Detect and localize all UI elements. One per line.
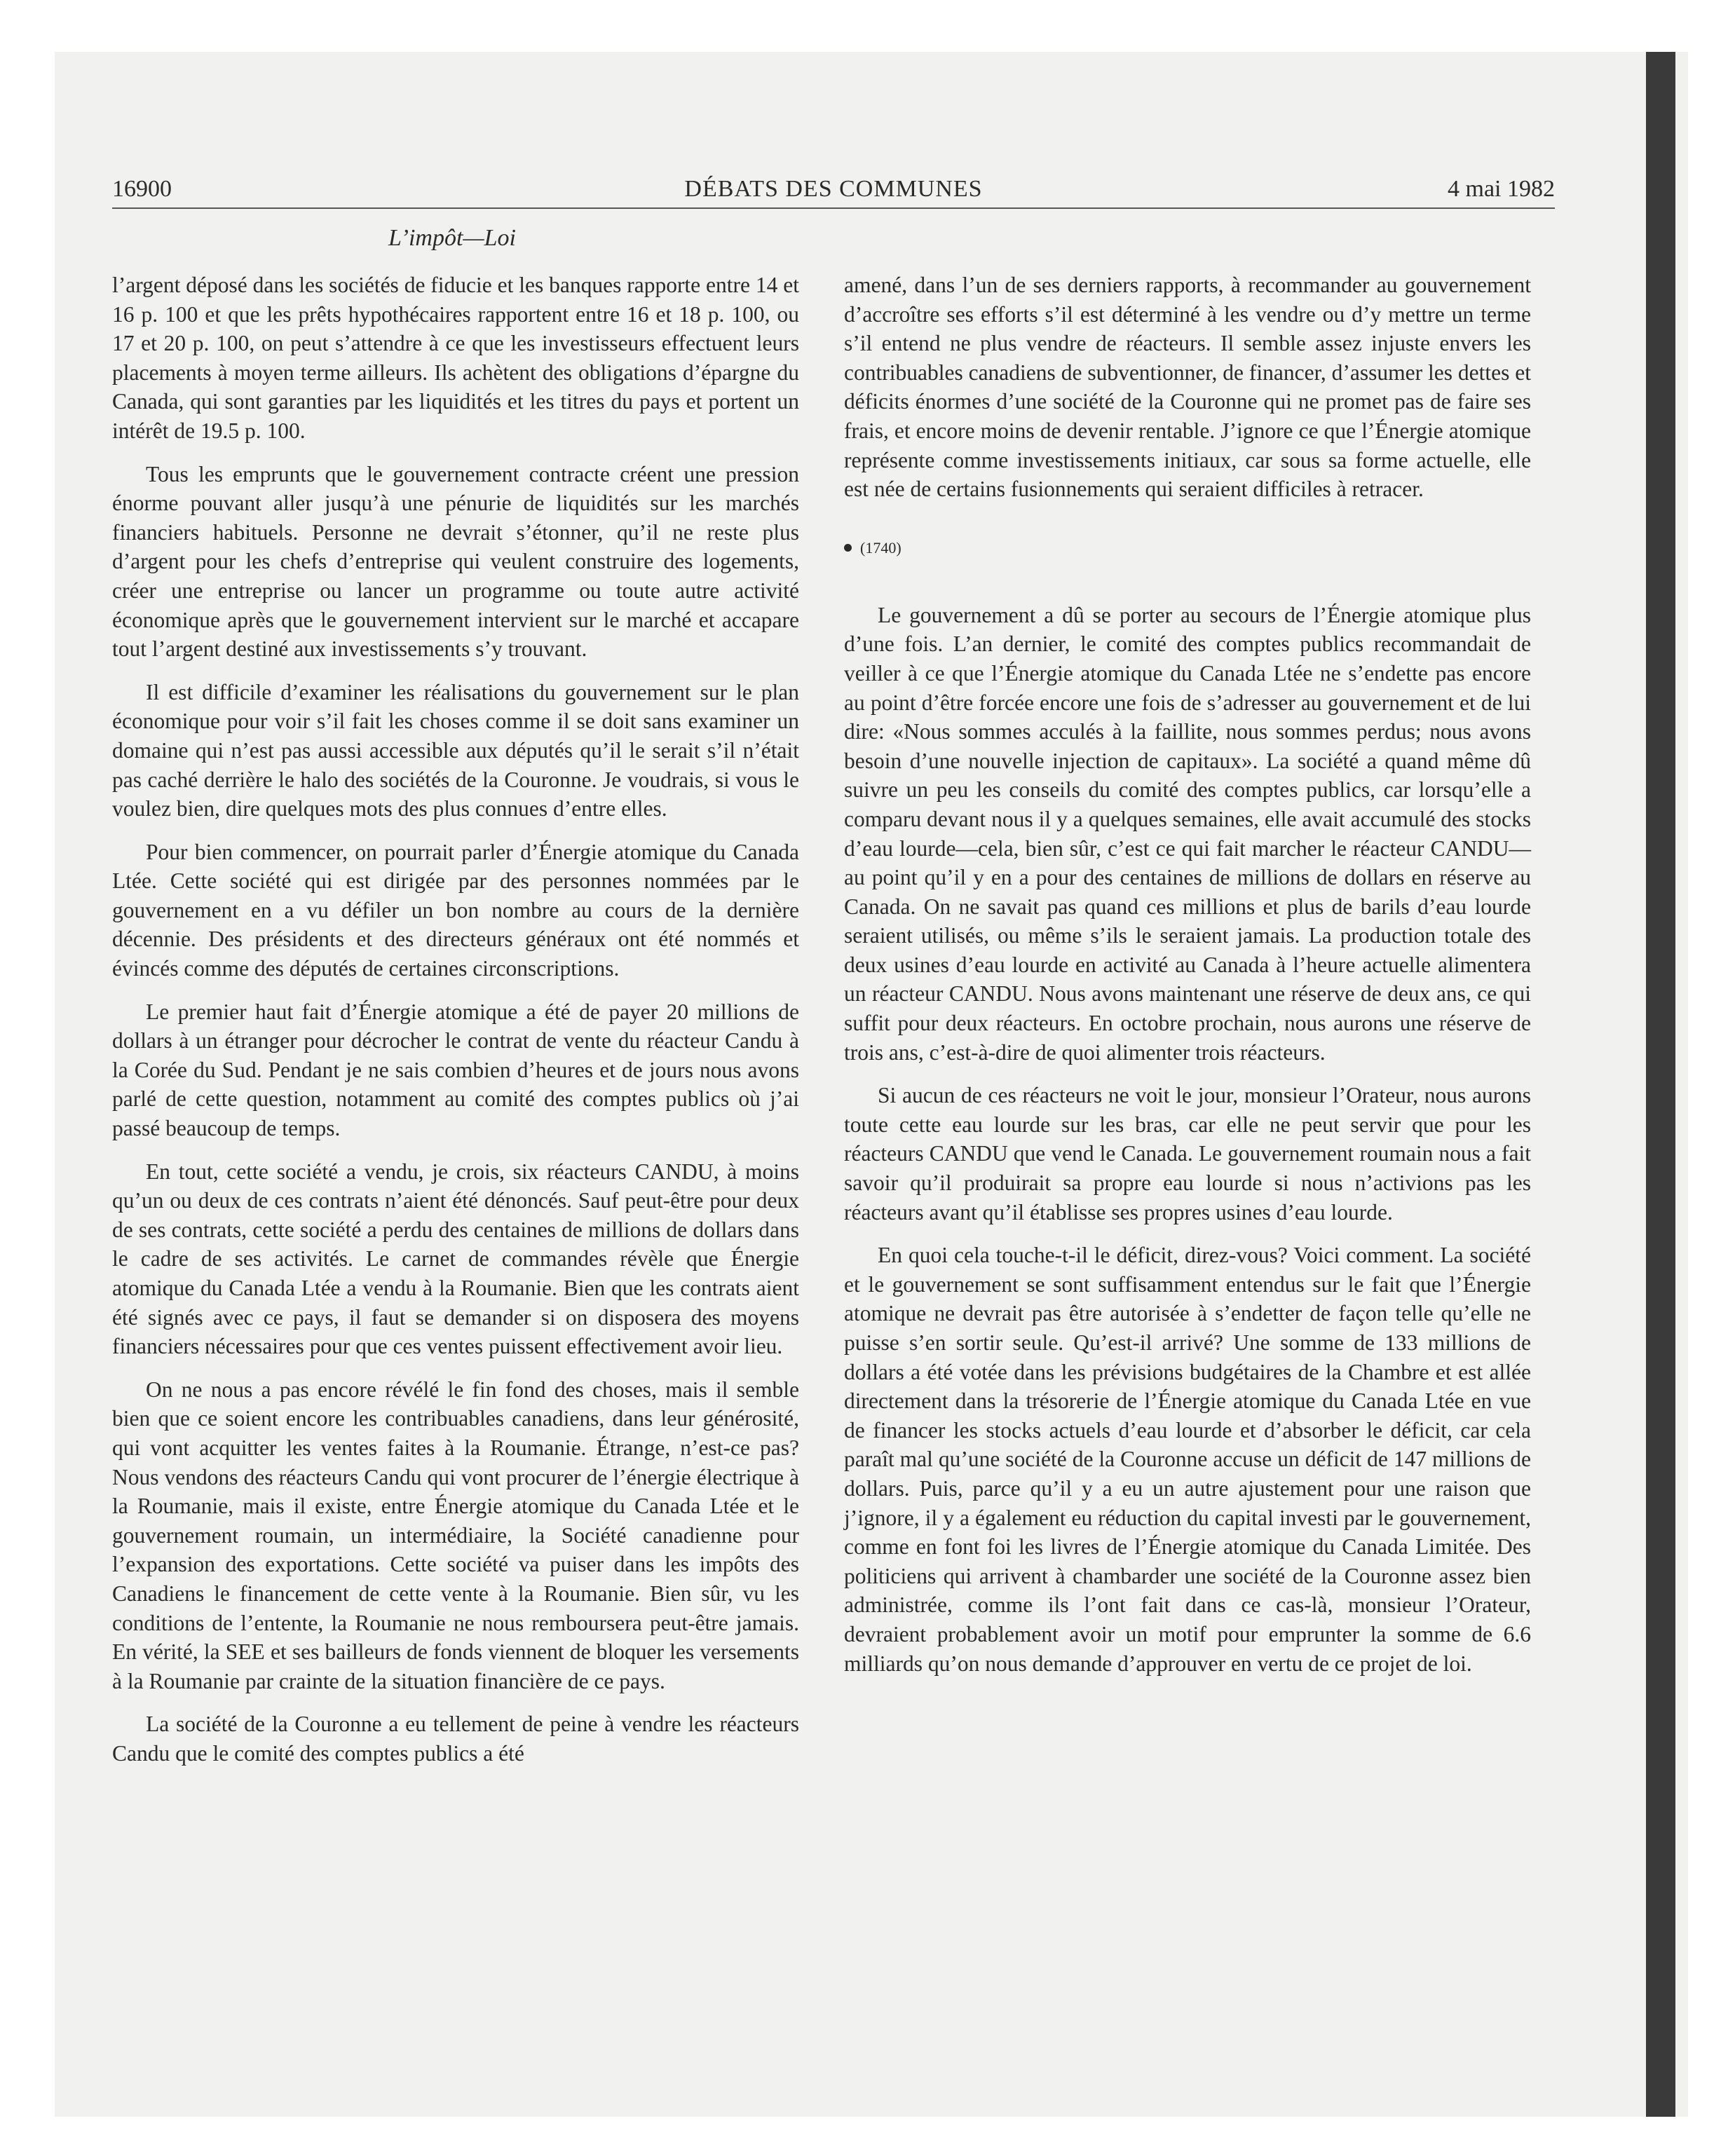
- paragraph: amené, dans l’un de ses derniers rapports, à recommander au gouvernement d’accroître ses efforts s’il est déterminé à les vendre ou d’y mettre un terme s’il entend ne plus vendre de réacteurs. Il semble assez injuste envers les contribuables canadiens de subventionner, de financer, d’assumer les dettes et déficits énormes d’une société de la Couronne qui ne promet pas de faire ses frais, et encore moins de devenir rentable. J’ignore ce que l’Énergie atomique représente comme investissements initiaux, car sous sa forme actuelle, elle est née de certains fusionnements qui seraient difficiles à retracer.: [844, 273, 1531, 502]
- paragraph: Tous les emprunts que le gouvernement contracte créent une pression énorme pouvant aller jusqu’à une pénurie de liquidités sur les marchés financiers habituels. Personne ne devrait s’étonner, qu’il ne reste plus d’argent pour les chefs d’entreprise qui veulent construire des logements, créer une entreprise ou lancer un programme ou toute autre activité économique après que le gouvernement intervient sur le marché et accapare tout l’argent destiné aux investissements s’y trouvant.: [112, 461, 799, 662]
- page-header: [112, 175, 1555, 209]
- paragraph: Pour bien commencer, on pourrait parler d’Énergie atomique du Canada Ltée. Cette société qui est dirigée par des personnes nommées par le gouvernement en a vu défiler un bon nombre au cours de la dernière décennie. Des présidents et des directeurs généraux ont été nommés et évincés comme des députés de certaines circonscriptions.: [112, 839, 799, 981]
- paragraph: Si aucun de ces réacteurs ne voit le jour, monsieur l’Orateur, nous aurons toute cette eau lourde sur les bras, car elle ne peut servir que pour les réacteurs CANDU que vend le Canada. Le gouvernement roumain nous a fait savoir qu’il produirait sa propre eau lourde si nous n’activions pas les réacteurs avant qu’il établisse ses propres usines d’eau lourde.: [844, 1083, 1531, 1224]
- scan-binding-edge: [1646, 52, 1675, 2117]
- page-number: 16900: [112, 176, 172, 202]
- paragraph: En quoi cela touche-t-il le déficit, direz-vous? Voici comment. La société et le gouvernement se sont suffisamment entendus sur le fait que l’Énergie atomique ne devrait pas être autorisée à s’endetter de façon telle qu’elle ne puisse s’en sortir seule. Qu’est-il arrivé? Une somme de 133 millions de dollars a été votée dans les prévisions budgétaires de la Chambre et est allée directement dans la trésorerie de l’Énergie atomique du Canada Ltée en vue de financer les stocks actuels d’eau lourde et d’absorber le déficit, car cela paraît mal qu’une société de la Couronne accuse un déficit de 147 millions de dollars. Puis, parce qu’il y a eu un autre ajustement pour une raison que j’ignore, il y a également eu réduction du capital investi par le gouvernement, comme en font foi les livres de l’Énergie atomique du Canada Limitée. Des politiciens qui arrivent à chambarder une société de la Couronne assez bien administrée, comme ils l’ont fait dans ce cas-là, monsieur l’Orateur, devraient probablement avoir un motif pour emprunter la somme de 6.6 milliards qu’on nous demande d’approuver en vertu de ce projet de loi.: [844, 1243, 1531, 1676]
- page-date: 4 mai 1982: [1448, 176, 1555, 202]
- time-marker-text: (1740): [860, 538, 901, 557]
- paragraph: Il est difficile d’examiner les réalisations du gouvernement sur le plan économique pour voir s’il fait les choses comme il se doit sans examiner un domaine qui n’est pas aussi accessible aux députés qu’il le serait s’il n’était pas caché derrière le halo des sociétés de la Couronne. Je voudrais, si vous le voulez bien, dire quelques mots des plus connues d’entre elles.: [112, 679, 799, 821]
- time-marker: [844, 538, 1531, 559]
- paragraph: l’argent déposé dans les sociétés de fiducie et les banques rapporte entre 14 et 16 p. 100 et que les prêts hypothécaires rapportent entre 16 et 18 p. 100, ou 17 et 20 p. 100, on peut s’attendre à ce que les investisseurs effectuent leurs placements à moyen terme ailleurs. Ils achètent des obligations d’épargne du Canada, qui sont garanties par les liquidités et les titres du pays et portent un intérêt de 19.5 p. 100.: [112, 273, 799, 443]
- journal-title: DÉBATS DES COMMUNES: [684, 176, 983, 202]
- left-column: [112, 271, 799, 1782]
- bullet-icon: [844, 544, 852, 552]
- right-column: [844, 271, 1531, 1692]
- paragraph: Le premier haut fait d’Énergie atomique a été de payer 20 millions de dollars à un étranger pour décrocher le contrat de vente du réacteur Candu à la Corée du Sud. Pendant je ne sais combien d’heures et de jours nous avons parlé de cette question, notamment au comité des comptes publics où j’ai passé beaucoup de temps.: [112, 999, 799, 1141]
- paragraph: La société de la Couronne a eu tellement de peine à vendre les réacteurs Candu que le comité des comptes publics a été: [112, 1712, 799, 1766]
- paragraph: Le gouvernement a dû se porter au secours de l’Énergie atomique plus d’une fois. L’an dernier, le comité des comptes publics recommandait de veiller à ce que l’Énergie atomique du Canada Ltée ne s’endette pas encore au point d’être forcée encore une fois de s’adresser au gouvernement et de lui dire: «Nous sommes acculés à la faillite, nous sommes perdus; nous avons besoin d’une nouvelle injection de capitaux». La société a quand même dû suivre un peu les conseils du comité des comptes publics, car lorsqu’elle a comparu devant nous il y a quelques semaines, elle avait accumulé des stocks d’eau lourde—cela, bien sûr, c’est ce qui fait marcher le réacteur CANDU—au point qu’il y en a pour des centaines de millions de dollars en réserve au Canada. On ne savait pas quand ces millions et plus de barils d’eau lourde seraient utilisés, ou même s’ils le seraient jamais. La production totale des deux usines d’eau lourde en activité au Canada à l’heure actuelle alimentera un réacteur CANDU. Nous avons maintenant une réserve de deux ans, ce qui suffit pour deux réacteurs. En octobre prochain, nous aurons une réserve de trois ans, c’est-à-dire de quoi alimenter trois réacteurs.: [844, 602, 1531, 1065]
- paragraph: En tout, cette société a vendu, je crois, six réacteurs CANDU, à moins qu’un ou deux de ces contrats n’aient été dénoncés. Sauf peut-être pour deux de ses contrats, cette société a perdu des centaines de millions de dollars dans le cadre de ses activités. Le carnet de commandes révèle que Énergie atomique du Canada Ltée a vendu à la Roumanie. Bien que les contrats aient été signés avec ce pays, il faut se demander si on disposera des moyens financiers nécessaires pour que ces ventes puissent effectivement avoir lieu.: [112, 1159, 799, 1359]
- paragraph: On ne nous a pas encore révélé le fin fond des choses, mais il semble bien que ce soient encore les contribuables canadiens, dans leur générosité, qui vont acquitter les ventes faites à la Roumanie. Étrange, n’est-ce pas? Nous vendons des réacteurs Candu qui vont procurer de l’énergie électrique à la Roumanie, mais il existe, entre Énergie atomique du Canada Ltée et le gouvernement roumain, un intermédiaire, la Société canadienne pour l’expansion des exportations. Cette société va puiser dans les impôts des Canadiens le financement de cette vente à la Roumanie. Bien sûr, vu les conditions de l’entente, la Roumanie ne nous remboursera peut-être jamais. En vérité, la SEE et ses bailleurs de fonds viennent de bloquer les versements à la Roumanie par crainte de la situation financière de ce pays.: [112, 1377, 799, 1693]
- subject-title: L’impôt—Loi: [388, 225, 516, 251]
